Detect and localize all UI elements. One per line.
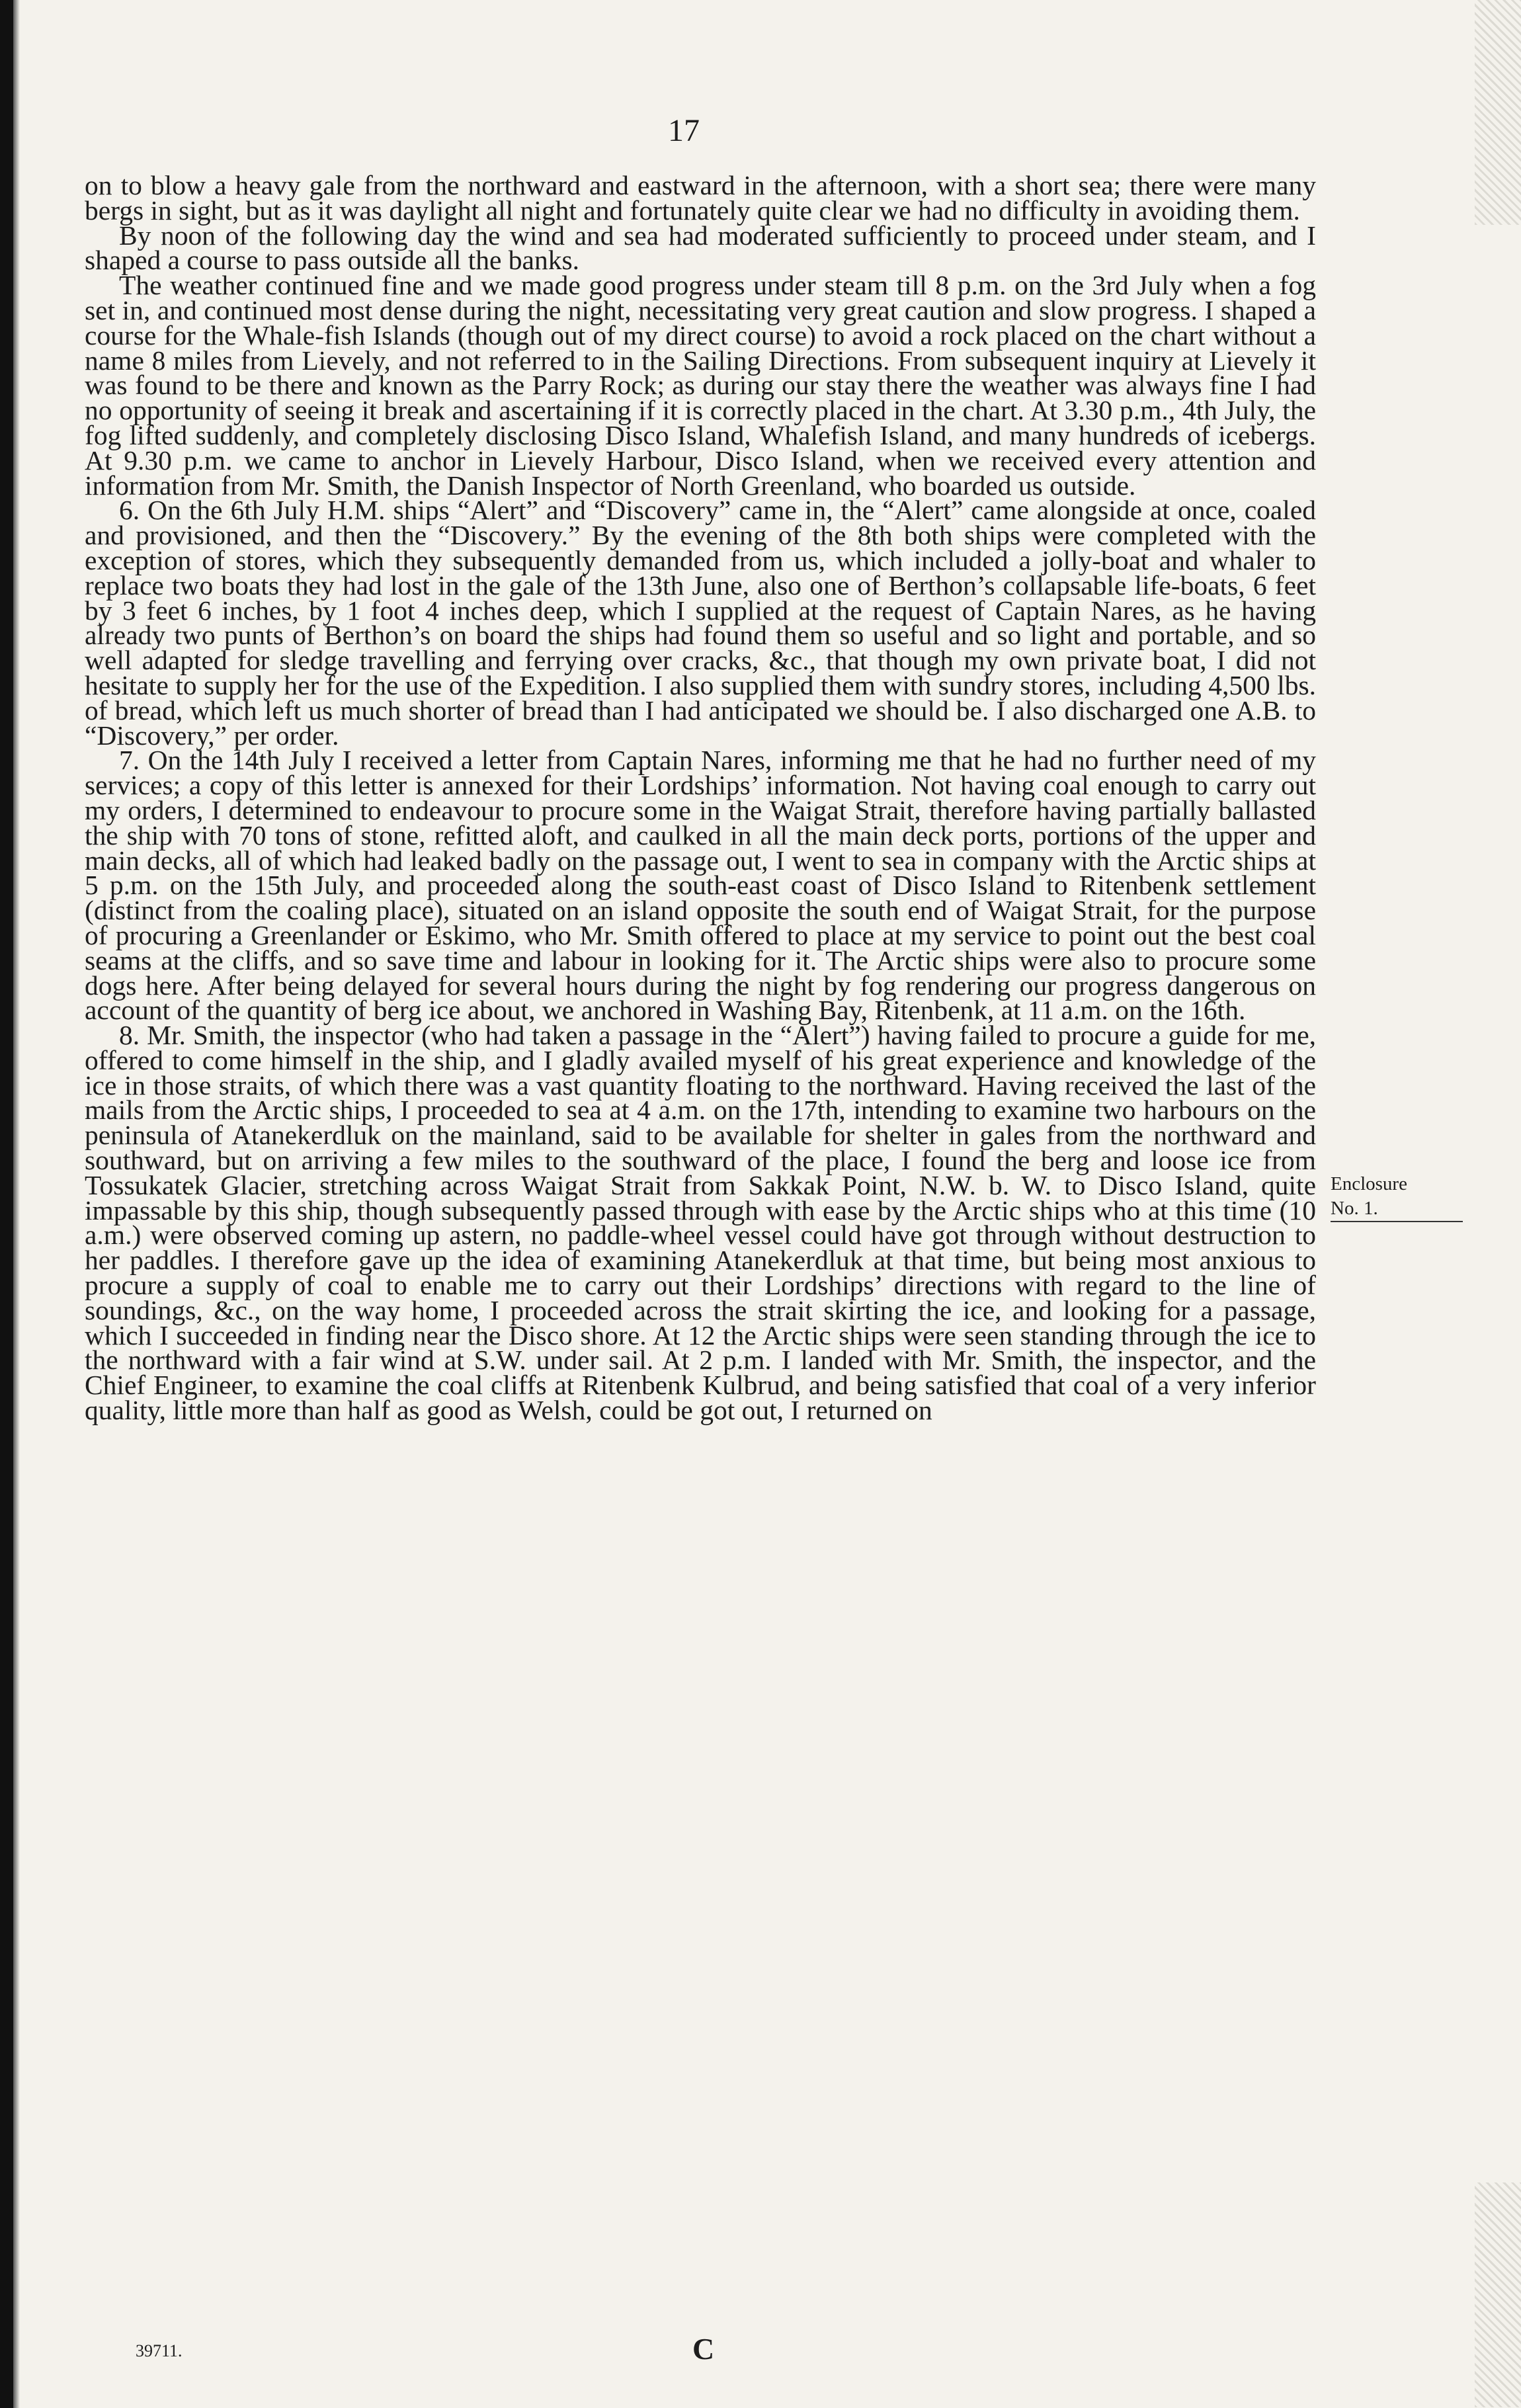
- signature-letter: C: [692, 2332, 715, 2366]
- paragraph: By noon of the following day the wind and sea had moderated sufficiently to proceed under steam, and I shaped a course to pass outside all the banks.: [85, 220, 1316, 276]
- paragraph-6: 6. On the 6th July H.M. ships “Alert” and “Discovery” came in, the “Alert” came alongside at once, coaled and provisioned, and then the “Discovery.” By the evening of the 8th both ships were completed with the exception of stores, which they subsequently demanded from us, which included a jolly-boat and whaler to replace two boats they had lost in the gale of the 13th June, also one of Berthon’s collapsable life-boats, 6 feet by 3 feet 6 inches, by 1 foot 4 inches deep, which I supplied at the request of Captain Nares, as he having already two punts of Berthon’s on board the ships had found them so useful and so light and portable, and so well adapted for sledge travelling and ferrying over cracks, &c., that though my own private boat, I did not hesitate to supply her for the use of the Expedition. I also supplied them with sundry stores, including 4,500 lbs. of bread, which left us much shorter of bread than I had anticipated we should be. I also discharged one A.B. to “Discovery,” per order.: [85, 495, 1316, 751]
- binding-edge: [13, 0, 20, 2408]
- paragraph-continuation: on to blow a heavy gale from the northward and eastward in the afternoon, with a short sea; there were many bergs in sight, but as it was daylight all night and fortunately quite clear we had no difficulty in avoiding them.: [85, 170, 1316, 226]
- enclosure-number: No. 1.: [1331, 1196, 1463, 1222]
- paper-speckle-bottom: [1475, 2182, 1521, 2407]
- paragraph-7: 7. On the 14th July I received a letter from Captain Nares, informing me that he had no further need of my services; a copy of this letter is annexed for their Lordships’ information. Not having coal enough to carry out my orders, I determined to endeavour to procure some in the Waigat Strait, therefore having partially ballasted the ship with 70 tons of stone, refitted aloft, and caulked in all the main deck ports, portions of the upper and main decks, all of which had leaked badly on the passage out, I went to sea in company with the Arctic ships at 5 p.m. on the 15th July, and proceeded along the south-east coast of Disco Island to Ritenbenk settlement (distinct from the coaling place), situated on an island opposite the south end of Waigat Strait, for the purpose of procuring a Greenlander or Eskimo, who Mr. Smith offered to place at my service to point out the best coal seams at the cliffs, and so save time and labour in looking for it. The Arctic ships were also to procure some dogs here. After being delayed for several hours during the night by fog rendering our progress dangerous on account of the quantity of berg ice about, we anchored in Washing Bay, Ritenbenk, at 11 a.m. on the 16th.: [85, 745, 1316, 1026]
- paragraph: The weather continued fine and we made good progress under steam till 8 p.m. on the 3rd July when a fog set in, and continued most dense during the night, necessitating very great caution and slow progress. I shaped a course for the Whale-fish Islands (though out of my direct course) to avoid a rock placed on the chart without a name 8 miles from Lievely, and not referred to in the Sailing Directions. From subsequent inquiry at Lievely it was found to be there and known as the Parry Rock; as during our stay there the weather was always fine I had no opportunity of seeing it break and ascertaining if it is correctly placed in the chart. At 3.30 p.m., 4th July, the fog lifted suddenly, and completely disclosing Disco Island, Whalefish Island, and many hundreds of icebergs. At 9.30 p.m. we came to anchor in Lievely Harbour, Disco Island, when we received every attention and information from Mr. Smith, the Danish Inspector of North Greenland, who boarded us outside.: [85, 270, 1316, 501]
- print-code: 39711.: [136, 2341, 183, 2360]
- paragraph-8: 8. Mr. Smith, the inspector (who had taken a passage in the “Alert”) having failed to procure a guide for me, offered to come himself in the ship, and I gladly availed myself of his great experience and knowledge of the ice in those straits, of which there was a vast quantity floating to the northward. Having received the last of the mails from the Arctic ships, I proceeded to sea at 4 a.m. on the 17th, intending to examine two harbours on the peninsula of Atanekerdluk on the mainland, said to be available for shelter in gales from the northward and southward, but on arriving a few miles to the southward of the place, I found the berg and loose ice from Tossukatek Glacier, stretching across Waigat Strait from Sakkak Point, N.W. b. W. to Disco Island, quite impassable by this ship, though subsequently passed through with ease by the Arctic ships who at this time (10 a.m.) were observed coming up astern, no paddle-wheel vessel could have got through without destruction to her paddles. I therefore gave up the idea of examining Atanekerdluk at that time, but being most anxious to procure a supply of coal to enable me to carry out their Lordships’ directions with regard to the line of soundings, &c., on the way home, I proceeded across the strait skirting the ice, and looking for a passage, which I succeeded in finding near the Disco shore. At 12 the Arctic ships were seen standing through the ice to the northward with a fair wind at S.W. under sail. At 2 p.m. I landed with Mr. Smith, the inspector, and the Chief Engineer, to examine the coal cliffs at Ritenbenk Kulbrud, and being satisfied that coal of a very inferior quality, little more than half as good as Welsh, could be got out, I returned on: [85, 1020, 1316, 1426]
- enclosure-label: Enclosure: [1331, 1173, 1407, 1194]
- body-text: [85, 170, 1316, 1426]
- binding-shadow: [0, 0, 13, 2408]
- page-number: 17: [668, 113, 700, 148]
- paper-speckle-top: [1475, 0, 1521, 225]
- enclosure-note: [1331, 1172, 1469, 1222]
